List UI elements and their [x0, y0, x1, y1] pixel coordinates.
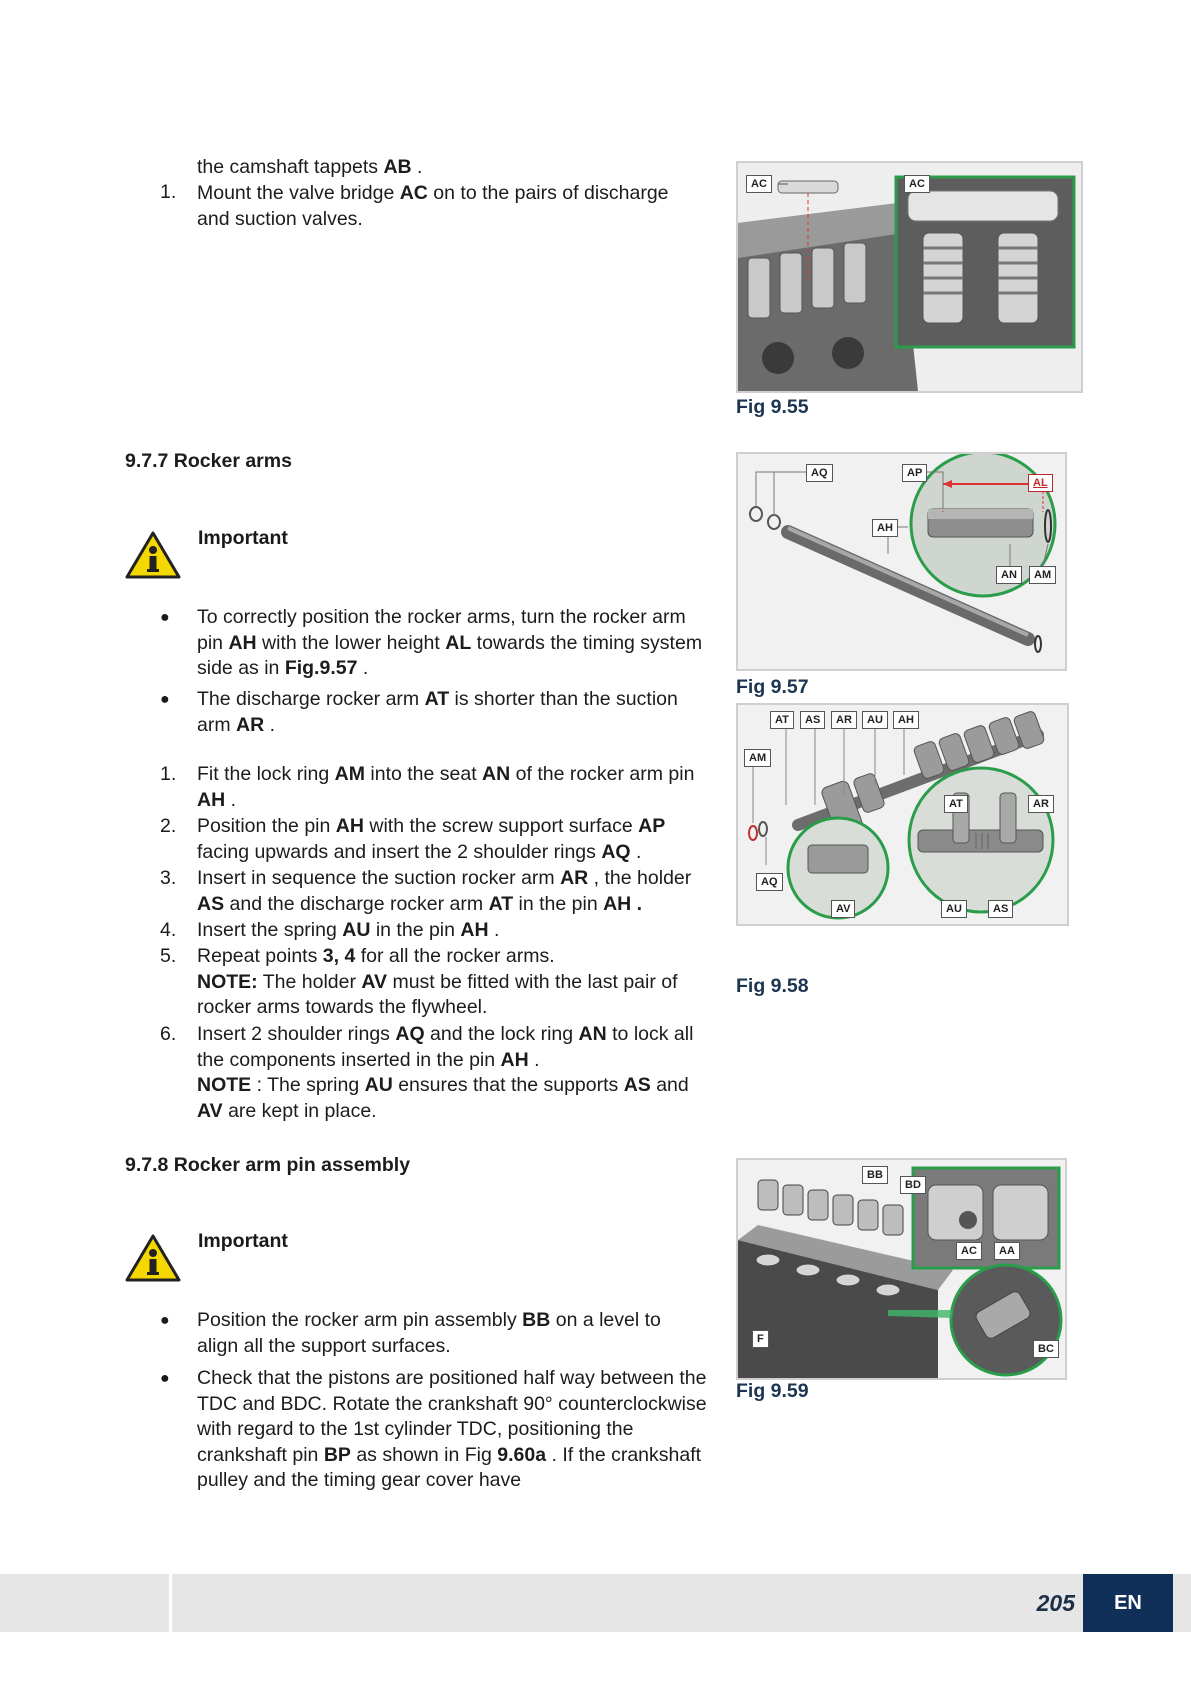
figure-label: AQ — [756, 873, 783, 891]
figure-9-59 — [736, 1158, 1067, 1380]
step-text: Insert 2 shoulder rings AQ and the lock ring AN to lock all the components inserted in the pin AH . NOTE : The spring AU ensures that the supports AS and AV are kept in place. — [197, 1023, 694, 1122]
bullet-text: The discharge rocker arm AT is shorter than the suction arm AR . — [197, 688, 678, 736]
figure-label: AU — [941, 900, 967, 918]
figure-label: AU — [862, 711, 888, 729]
step-number: 4. — [160, 919, 177, 941]
bullet-dot: ● — [160, 1370, 170, 1387]
page-number: 205 — [1036, 1590, 1075, 1616]
figure-9-57-illustration — [738, 454, 1065, 669]
section-heading: 9.7.7 Rocker arms — [125, 450, 292, 472]
figure-label: AC — [904, 175, 930, 193]
step-number: 1. — [160, 763, 177, 785]
figure-label: AQ — [806, 464, 833, 482]
important-title: Important — [198, 527, 288, 549]
bullet-text: Position the rocker arm pin assembly BB on a level to align all the support surfaces. — [197, 1309, 661, 1357]
figure-label: AA — [994, 1242, 1020, 1260]
figure-label: BC — [1033, 1340, 1059, 1358]
step-text: Position the pin AH with the screw support surface AP facing upwards and insert the 2 shoulder rings AQ . — [197, 815, 666, 863]
figure-label: AC — [746, 175, 772, 193]
figure-label: F — [752, 1330, 769, 1348]
figure-label: AR — [831, 711, 857, 729]
figure-label: AH — [893, 711, 919, 729]
figure-label: AS — [800, 711, 825, 729]
language-badge: EN — [1083, 1574, 1173, 1632]
warning-icon — [125, 1233, 181, 1288]
figure-label: AC — [956, 1242, 982, 1260]
figure-9-57 — [736, 452, 1067, 671]
figure-label: AM — [1029, 566, 1056, 584]
figure-caption: Fig 9.57 — [736, 676, 809, 698]
figure-label: AV — [831, 900, 855, 918]
figure-label: AM — [744, 749, 771, 767]
warning-icon — [125, 530, 181, 585]
figure-label: BB — [862, 1166, 888, 1184]
figure-9-55 — [736, 161, 1083, 393]
step-text: Insert in sequence the suction rocker arm AR , the holder AS and the discharge rocker arm AT in the pin AH . — [197, 867, 692, 915]
figure-9-55-illustration — [738, 163, 1081, 391]
figure-label: AR — [1028, 795, 1054, 813]
step-number: 1. — [160, 181, 177, 203]
figure-label: AT — [770, 711, 794, 729]
step-number: 6. — [160, 1023, 177, 1045]
figure-label: AS — [988, 900, 1013, 918]
bullet-text: Check that the pistons are positioned half way between the TDC and BDC. Rotate the crankshaft 90° counterclockwise with regard to the 1st cylinder TDC, positioning the crankshaft pin BP as shown in Fig 9.60a . If the crankshaft pulley and the timing gear cover have — [197, 1367, 707, 1491]
figure-label: AL — [1028, 474, 1053, 492]
figure-caption: Fig 9.59 — [736, 1380, 809, 1402]
step-number: 3. — [160, 867, 177, 889]
section-heading: 9.7.8 Rocker arm pin assembly — [125, 1154, 411, 1176]
step-number: 5. — [160, 945, 177, 967]
bullet-text: To correctly position the rocker arms, turn the rocker arm pin AH with the lower height AL towards the timing system side as in Fig.9.57 . — [197, 606, 703, 679]
important-title: Important — [198, 1230, 288, 1252]
footer-separator — [169, 1574, 172, 1632]
step-number: 2. — [160, 815, 177, 837]
continued-text: the camshaft tappets AB . — [197, 156, 423, 178]
bullet-dot: ● — [160, 609, 170, 626]
figure-caption: Fig 9.58 — [736, 975, 809, 997]
bullet-dot: ● — [160, 691, 170, 708]
step-text: Insert the spring AU in the pin AH . — [197, 919, 500, 941]
bullet-dot: ● — [160, 1312, 170, 1329]
footer-bar — [0, 1574, 1191, 1632]
step-text: Mount the valve bridge AC on to the pairs of discharge and suction valves. — [197, 182, 669, 230]
figure-label: AH — [872, 519, 898, 537]
figure-label: AN — [996, 566, 1022, 584]
figure-caption: Fig 9.55 — [736, 396, 809, 418]
step-text: Fit the lock ring AM into the seat AN of the rocker arm pin AH . — [197, 763, 695, 811]
figure-label: BD — [900, 1176, 926, 1194]
figure-9-58-illustration — [738, 705, 1067, 924]
figure-label: AT — [944, 795, 968, 813]
figure-9-58 — [736, 703, 1069, 926]
step-text: Repeat points 3, 4 for all the rocker arms. NOTE: The holder AV must be fitted with the last pair of rocker arms towards the flywheel. — [197, 945, 678, 1018]
figure-label: AP — [902, 464, 927, 482]
